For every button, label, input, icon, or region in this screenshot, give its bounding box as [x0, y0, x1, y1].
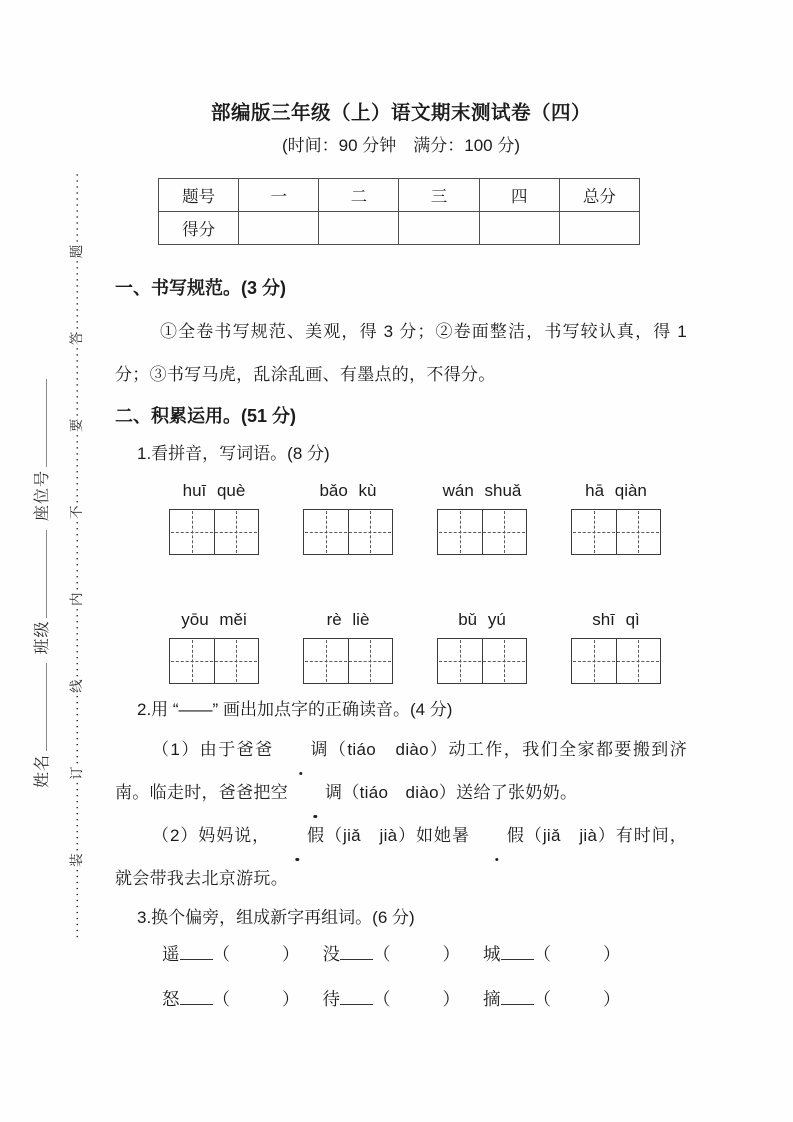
seat-number-blank: [33, 379, 47, 467]
question-2-item-1: [115, 728, 687, 814]
grid-cell: [304, 510, 348, 554]
sentence-segment: （tiáo diào）送给了张奶奶。: [342, 783, 578, 802]
pinyin-item: [303, 609, 393, 684]
pinyin-label: hā qiàn: [585, 481, 647, 500]
grid-cell: [482, 639, 527, 683]
pinyin-label: yōu měi: [181, 610, 247, 629]
name-blank: [33, 663, 47, 751]
score-blank-cell: [239, 212, 319, 245]
writing-grid: [303, 509, 393, 555]
writing-grid: [169, 638, 259, 684]
grid-cell: [438, 510, 482, 554]
new-character-blank: [340, 990, 373, 1005]
paren-close: ）: [603, 989, 621, 1009]
grid-cell: [304, 639, 348, 683]
score-table-header-cell: 二: [319, 179, 399, 212]
new-character-blank: [501, 990, 534, 1005]
score-table-header-cell: 三: [399, 179, 479, 212]
pinyin-item: [571, 609, 661, 684]
base-character: 城: [483, 944, 501, 964]
pinyin-item: [169, 609, 259, 684]
pinyin-label: bǎo kù: [319, 481, 377, 500]
score-row-label: 得分: [159, 212, 239, 245]
paren-close: ）: [442, 989, 460, 1009]
score-table-header-cell: 题号: [159, 179, 239, 212]
class-blank: [33, 530, 47, 618]
radical-change-item: [483, 941, 621, 967]
radical-change-item: [162, 986, 300, 1012]
grid-cell: [616, 639, 661, 683]
pinyin-label: shī qì: [592, 610, 640, 629]
pinyin-label: huī què: [182, 481, 246, 500]
grid-cell: [616, 510, 661, 554]
pinyin-item: [437, 480, 527, 555]
pinyin-row-2: [169, 609, 687, 684]
grid-cell: [348, 510, 393, 554]
score-blank-cell: [319, 212, 399, 245]
grid-cell: [170, 639, 214, 683]
score-blank-cell: [399, 212, 479, 245]
writing-grid: [169, 509, 259, 555]
base-character: 待: [322, 989, 340, 1009]
binding-line-label: ············装············订············线············内············不············要············答············题············: [69, 171, 84, 939]
pinyin-item: [571, 480, 661, 555]
grid-cell: [170, 510, 214, 554]
emphasized-character: 调: [274, 728, 328, 771]
pinyin-label: rè liè: [326, 610, 370, 629]
new-character-blank: [501, 945, 534, 960]
pinyin-row-1: [169, 480, 687, 555]
pinyin-item: [169, 480, 259, 555]
score-table-header-cell: 总分: [559, 179, 639, 212]
score-table-score-row: [159, 212, 640, 245]
new-character-blank: [180, 990, 213, 1005]
emphasized-character: 假: [270, 814, 324, 857]
radical-change-item: [162, 941, 300, 967]
writing-grid: [437, 638, 527, 684]
grid-cell: [482, 510, 527, 554]
binding-line-text: [66, 118, 88, 992]
score-blank-cell: [479, 212, 559, 245]
question-1-label: 1.看拼音，写词语。(8 分): [137, 444, 330, 463]
writing-grid: [571, 638, 661, 684]
paren-open: （: [373, 944, 391, 964]
new-character-blank: [180, 945, 213, 960]
paper-content: [115, 100, 687, 1012]
score-table-header-cell: 一: [239, 179, 319, 212]
paren-open: （: [533, 944, 551, 964]
writing-grid: [571, 509, 661, 555]
sentence-segment: （tiáo diào）动工作，我们全家都要搬到济南。临走时，爸爸把空: [115, 740, 687, 802]
base-character: 怒: [162, 989, 180, 1009]
section-2-heading: 二、积累运用。(51 分): [115, 406, 297, 426]
pinyin-item: [437, 609, 527, 684]
emphasized-character: 调: [288, 771, 342, 814]
new-character-blank: [340, 945, 373, 960]
section-1-heading: 一、书写规范。(3 分): [115, 278, 286, 298]
seat-number-label: 座位号: [34, 470, 51, 522]
score-table-header-row: [159, 179, 640, 212]
score-table: [158, 178, 640, 245]
sentence-segment: （2）妈妈说，: [152, 826, 271, 845]
writing-grid: [437, 509, 527, 555]
paren-open: （: [533, 989, 551, 1009]
pinyin-label: wán shuǎ: [442, 481, 522, 500]
radical-change-item: [323, 986, 461, 1012]
grid-cell: [214, 639, 259, 683]
student-info-fields: [31, 323, 55, 788]
base-character: 摘: [483, 989, 501, 1009]
base-character: 没: [322, 944, 340, 964]
paren-close: ）: [442, 944, 460, 964]
sentence-segment: （1）由于爸爸: [152, 740, 274, 759]
exam-time-score-info: (时间：90 分钟 满分：100 分): [281, 136, 521, 155]
sentence-segment: （jiǎ jià）有时间，就会带我去北京游玩。: [115, 826, 687, 888]
paren-close: ）: [603, 944, 621, 964]
grid-cell: [572, 639, 616, 683]
writing-grid: [303, 638, 393, 684]
paren-close: ）: [282, 989, 300, 1009]
radical-change-item: [483, 986, 621, 1012]
pinyin-item: [303, 480, 393, 555]
paren-open: （: [212, 989, 230, 1009]
name-label: 姓名: [34, 753, 51, 788]
section-1-grading-rules: ①全卷书写规范、美观，得 3 分；②卷面整洁，书写较认真，得 1 分；③书写马虎，乱涂乱画、有墨点的，不得分。: [115, 322, 687, 384]
paren-close: ）: [282, 944, 300, 964]
paren-open: （: [212, 944, 230, 964]
emphasized-character: 假: [470, 814, 524, 857]
sentence-segment: （jiǎ jià）如她暑: [324, 826, 470, 845]
question-3-label: 3.换个偏旁，组成新字再组词。(6 分): [137, 908, 415, 927]
radical-items-row-2: [162, 986, 687, 1012]
pinyin-label: bǔ yú: [458, 610, 506, 629]
page-title: 部编版三年级（上）语文期末测试卷（四）: [210, 102, 591, 124]
score-table-header-cell: 四: [479, 179, 559, 212]
base-character: 遥: [162, 944, 180, 964]
class-label: 班级: [34, 620, 51, 655]
score-blank-cell: [559, 212, 639, 245]
grid-cell: [348, 639, 393, 683]
grid-cell: [438, 639, 482, 683]
grid-cell: [214, 510, 259, 554]
grid-cell: [572, 510, 616, 554]
radical-change-item: [323, 941, 461, 967]
question-2-label: 2.用 “——” 画出加点字的正确读音。(4 分): [137, 700, 453, 719]
question-2-item-2: [115, 814, 687, 900]
radical-items-row-1: [162, 941, 687, 967]
paren-open: （: [373, 989, 391, 1009]
